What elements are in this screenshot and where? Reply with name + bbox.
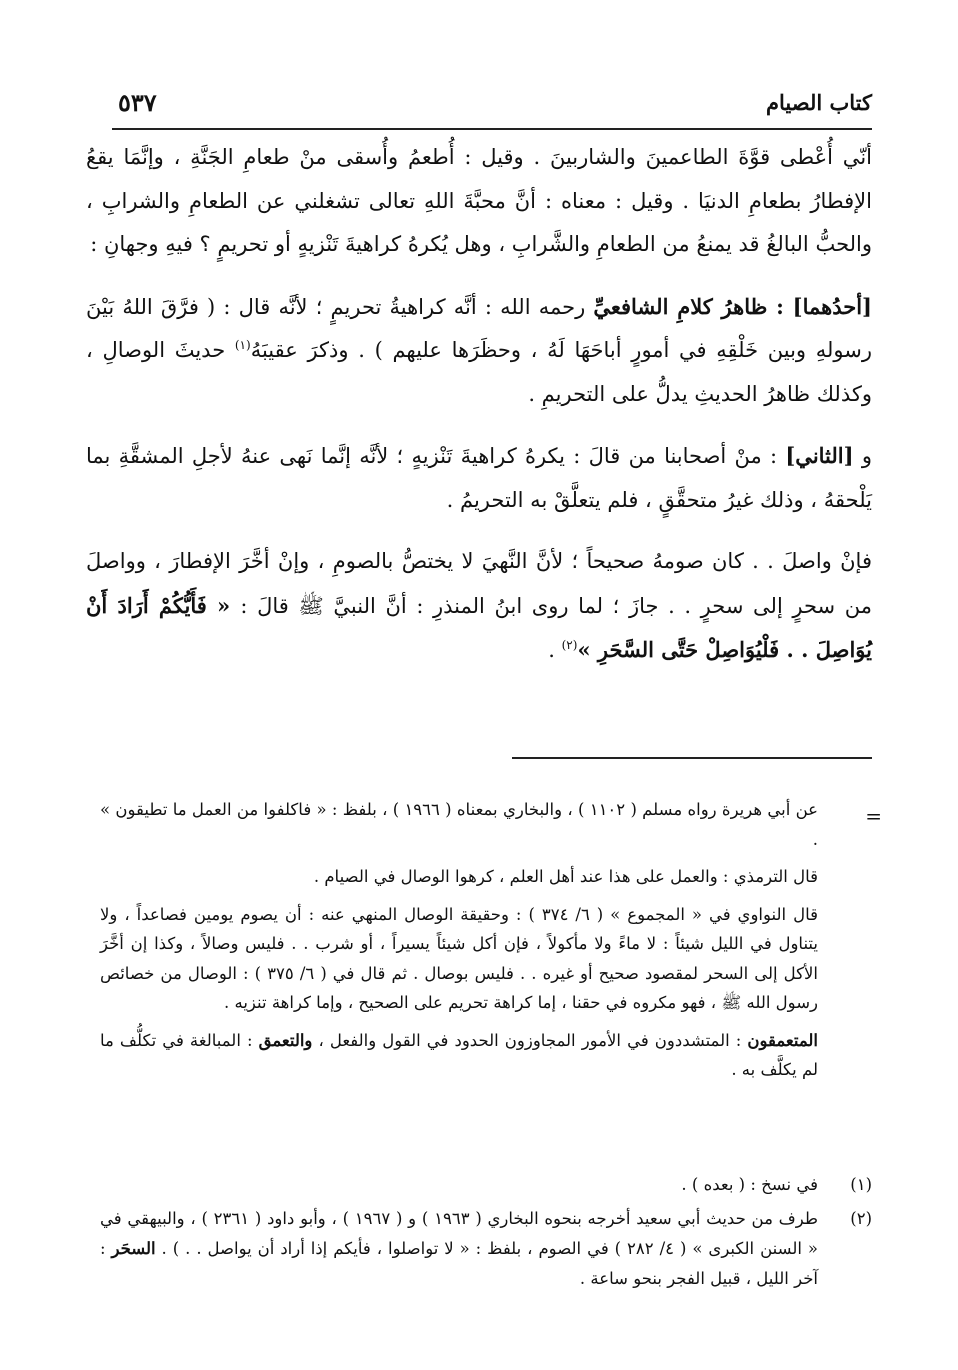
- continued-footnote: [100, 795, 818, 1093]
- paragraph-3: [86, 434, 872, 522]
- paragraph-3-prefix: و: [853, 444, 872, 468]
- footnote-tirmidhi: قال الترمذي : والعمل على هذا عند أهل العلم ، كرهوا الوصال في الصيام .: [313, 867, 818, 886]
- footnote-definitions: [100, 1026, 818, 1085]
- term-sahar: السحَر: [111, 1239, 156, 1258]
- definition-2: : المبالغة في تكلُّف ما لم يكلَّف به .: [100, 1030, 818, 1079]
- paragraph-2: [86, 285, 872, 417]
- footnote-1-number: (١): [850, 1175, 872, 1194]
- main-text: [86, 130, 872, 673]
- footnote-rule: [512, 757, 872, 759]
- footnote-ref-1[interactable]: (١): [234, 338, 251, 352]
- hadith-quote: « فَأَيُّكُمْ أَرَادَ أَنْ يُوَاصِلَ . . فَلْيُوَاصِلْ حَتَّى السَّحَرِ »: [86, 592, 872, 662]
- numbered-footnotes: [100, 1170, 872, 1294]
- page-header: [118, 84, 872, 124]
- paragraph-2-end: حديثَ الوصالِ ، وكذلك ظاهرُ الحديثِ يدلُّ على التحريمِ .: [86, 338, 872, 406]
- paragraph-4-text: فإنْ واصلَ . . كان صومهُ صحيحاً ؛ لأنَّ النَّهيَ لا يختصُّ بالصومِ ، وإنْ أخَّرَ الإفطارَ ، وواصلَ من سحرٍ إلى سحرٍ . . جازَ ؛ لما روى ابنُ المنذرِ : أنَّ النبيَّ ﷺ قالَ :: [86, 549, 872, 618]
- footnote-nawawi: قال النواوي في « المجموع » ( ٦/ ٣٧٤ ) : وحقيقة الوصال المنهي عنه : أن يصوم يومين فصاعداً ، ولا يتناول في الليل شيئاً : لا ماءً ولا مأكولاً ، فإن أكل شيئاً يسيراً ، أو شرب . . فليس وصالاً ، وكذا إن أخَّرَ الأكل إلى السحر لمقصود صحيح أو غيره . . فليس بوصال . ثم قال في ( ٦/ ٣٧٥ ) : الوصال من خصائص رسول الله ﷺ ، فهو مكروه في حقنا ، إما كراهة تحريم على الصحيح ، وإما كراهة تنزيه .: [100, 904, 818, 1012]
- second-view-label: [الثاني]: [785, 443, 854, 468]
- paragraph-2-text: رحمه الله : أنَّه كراهيةُ تحريمٍ ؛ لأنَّه قال : ( فرَّقَ اللهُ بَيْنَ رسولهِ وبين خَلْقِهِ في أمورٍ أباحَهَا لَهُ ، وحظَرَها عليهم ) . وذكرَ عقيبَهُ: [86, 294, 872, 362]
- footnote-ref-2[interactable]: (٢): [561, 638, 578, 652]
- footnote-1-text: في نسخ : ( بعده ) .: [681, 1175, 818, 1194]
- footnote-2-number: (٢): [850, 1209, 872, 1228]
- definition-1: : المتشددون في الأمور المجاوزون الحدود في القول والفعل ،: [312, 1030, 748, 1050]
- footnote-hadith-source: عن أبي هريرة رواه مسلم ( ١١٠٢ ) ، والبخاري بمعناه ( ١٩٦٦ ) ، بلفظ : « فاكلفوا من العمل ما تطيقون » .: [100, 800, 818, 849]
- running-title: كتاب الصيام: [766, 90, 872, 115]
- page-number: ٥٣٧: [118, 88, 157, 117]
- footnote-1: [100, 1170, 872, 1200]
- paragraph-4: [86, 540, 872, 673]
- footnote-2-text: طرف من حديث أبي سعيد أخرجه بنحوه البخاري ( ١٩٦٣ ) و ( ١٩٦٧ ) ، وأبو داود ( ٢٣٦١ ) ، والبيهقي في « السنن الكبرى » ( ٤/ ٢٨٢ ) في الصوم ، بلفظ : « لا تواصلوا ، فأيكم إذا أراد أن يواصل . . ) .: [100, 1209, 819, 1258]
- term-taammuq: والتعمق: [258, 1030, 313, 1050]
- paragraph-1: أنّي أُعْطى قوَّةَ الطاعمينَ والشاربينَ . وقيل : أُطعمُ وأُسقى منْ طعامِ الجَنَّةِ ، وإنَّمَا يقعُ الإفطارُ بطعامِ الدنيَا . وقيل : معناه : أنَّ محبَّةَ اللهِ تعالى تشغلني عن الطعامِ والشرابِ ، والحبُّ البالغُ قد يمنعُ من الطعامِ والشَّرابِ ، وهل يُكرهُ كراهيةَ تَنْزيهٍ أو تحريمٍ ؟ فيهِ وجهانِ :: [86, 145, 872, 256]
- first-view-label: [أحدُهما] : ظاهرُ كلامِ الشافعيِّ: [593, 293, 872, 319]
- continuation-marker: =: [865, 804, 882, 828]
- paragraph-4-end: .: [548, 638, 562, 662]
- footnote-2-end: : آخر الليل ، قبيل الفجر بنحو ساعة .: [100, 1239, 818, 1288]
- term-mutaammiqun: المتعمقون: [747, 1030, 818, 1050]
- footnote-2: [100, 1204, 872, 1294]
- paragraph-3-text: : منْ أصحابنا من قالَ : يكرهُ كراهيةَ تَنْزيهٍ ؛ لأنَّه إنَّما نَهى عنهُ لأجلِ المشقَّةِ بما يَلْحقهُ ، وذلك غيرُ متحقَّقٍ ، فلم يتعلَّقْ به التحريمُ .: [86, 444, 872, 512]
